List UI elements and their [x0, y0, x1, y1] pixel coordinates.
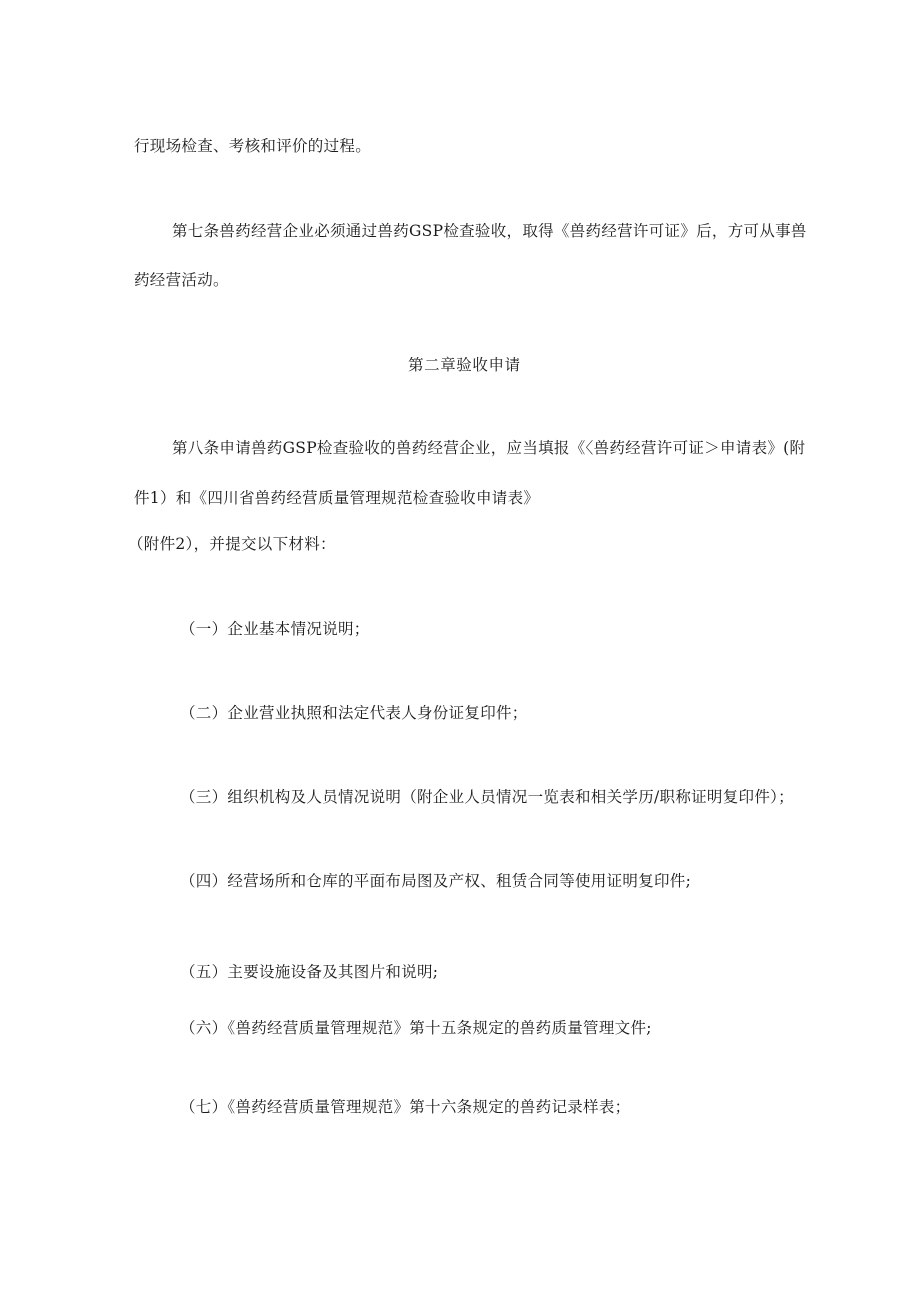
- material-item-5: （五）主要设施设备及其图片和说明;: [180, 963, 439, 981]
- material-item-2: （二）企业营业执照和法定代表人身份证复印件；: [180, 704, 528, 722]
- article-8-line-2: 件1）和《四川省兽药经营质量管理规范检查验收申请表》: [134, 489, 540, 507]
- material-item-3: （三）组织机构及人员情况说明（附企业人员情况一览表和相关学历/职称证明复印件）；: [180, 788, 794, 806]
- material-item-4: （四）经营场所和仓库的平面布局图及产权、租赁合同等使用证明复印件;: [180, 872, 692, 890]
- chapter-2-title: 第二章验收申请: [408, 356, 521, 374]
- article-8-line-3: （附件2），并提交以下材料：: [128, 535, 336, 553]
- material-item-7: （七）《兽药经营质量管理规范》第十六条规定的兽药记录样表；: [180, 1098, 631, 1116]
- material-item-1: （一）企业基本情况说明；: [180, 620, 370, 638]
- material-item-6: （六）《兽药经营质量管理规范》第十五条规定的兽药质量管理文件;: [180, 1019, 652, 1037]
- paragraph-intro-tail: 行现场检查、考核和评价的过程。: [134, 137, 372, 155]
- article-7-line-2: 药经营活动。: [134, 271, 229, 289]
- article-8-line-1: 第八条申请兽药GSP检查验收的兽药经营企业，应当填报《〈兽药经营许可证＞申请表》(附: [172, 439, 806, 457]
- article-7-line-1: 第七条兽药经营企业必须通过兽药GSP检查验收，取得《兽药经营许可证》后，方可从事兽: [172, 222, 807, 240]
